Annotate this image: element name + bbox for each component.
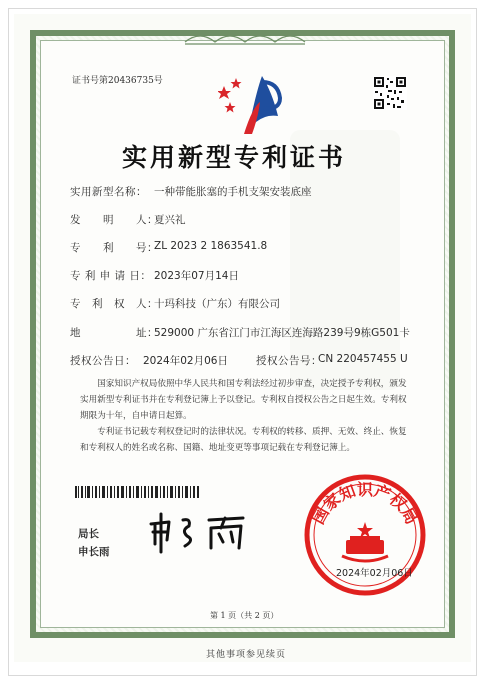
field-label-patent-number: 专 利 号： <box>70 242 158 254</box>
field-label-address: 地 址： <box>70 327 158 339</box>
field-label-patentee: 专 利 权 人： <box>70 298 158 310</box>
qr-code-icon <box>373 76 407 110</box>
seal-date: 2024年02月06日 <box>336 568 413 579</box>
field-value-patentee: 十玛科技（广东）有限公司 <box>154 298 280 310</box>
field-label-application-date: 专 利 申 请 日： <box>70 270 152 282</box>
footer-note: 其他事项参见续页 <box>206 650 287 660</box>
paragraph-grant: 国家知识产权局依照中华人民共和国专利法经过初步审查，决定授予专利权，颁发实用新型专利证书并在专利登记簿上予以登记。专利权自授权公告之日起生效。专利权期限为十年，自申请日起算。 <box>80 379 407 421</box>
certificate-number: 证书号第20436735号 <box>72 76 163 86</box>
page-title: 实用新型专利证书 <box>122 143 347 172</box>
top-ornament-icon <box>180 30 310 46</box>
paragraph-legal-status: 专利证书记载专利权登记时的法律状况。专利权的转移、质押、无效、终止、恢复和专利权人的姓名或名称、国籍、地址变更等事项记载在专利登记簿上。 <box>80 427 407 453</box>
page-info: 第 1 页（共 2 页） <box>210 611 279 620</box>
announcement-value: CN 220457455 U <box>318 353 408 365</box>
field-value-inventor: 夏兴礼 <box>154 214 186 226</box>
official-seal-icon <box>300 470 430 600</box>
seal-text: 国家知识产权局 <box>308 480 422 528</box>
field-label-utility-name: 实用新型名称： <box>70 186 147 198</box>
svg-text:国家知识产权局 <box>309 480 422 527</box>
barcode-icon <box>75 486 200 498</box>
cnipa-logo-icon <box>218 72 284 136</box>
field-value-patent-number: ZL 2023 2 1863541.8 <box>154 240 268 252</box>
director-title: 局长 <box>78 528 99 540</box>
director-name: 申长雨 <box>78 546 110 558</box>
field-label-inventor: 发 明 人： <box>70 214 158 226</box>
signature-icon <box>145 510 255 554</box>
field-label-grant-date: 授权公告日： <box>70 355 136 367</box>
field-value-grant-date: 2024年02月06日 <box>143 355 228 367</box>
field-value-utility-name: 一种带能胀塞的手机支架安装底座 <box>154 186 312 198</box>
announcement-label: 授权公告号： <box>256 355 322 367</box>
field-value-application-date: 2023年07月14日 <box>154 270 239 282</box>
field-value-address: 529000 广东省江门市江海区连海路239号9栋G501卡 <box>154 327 410 339</box>
